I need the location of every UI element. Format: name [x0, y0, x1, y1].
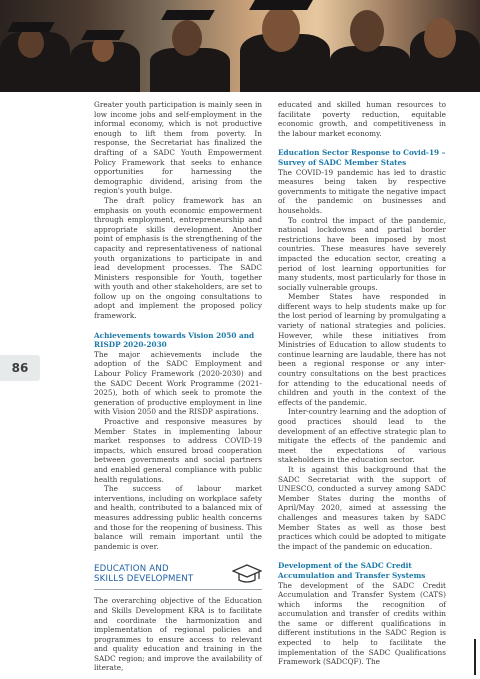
paragraph: educated and skilled human resources to facilitate poverty reduction, equitable economic growth, and competitiveness in the labour market economy. [278, 100, 446, 138]
paragraph: Proactive and responsive measures by Member States in implementing labour market responses to address COVID-19 impacts, which ensured broad cooperation between governments and social partners and enabled general compliance with public health regulations. [94, 417, 262, 484]
graduation-cap-shape [7, 22, 55, 32]
page-number: 86 [11, 361, 29, 375]
paragraph: The development of the SADC Credit Accumulation and Transfer System (CATS) which informs the recognition of accumulation and transfer of credits within the same or different qualifications in different institutions in the SADC Region is expected to help to facilitate the implementation of the SADC Qualifications Framework (SADCQF). The [278, 580, 446, 667]
right-column [278, 100, 446, 667]
graduation-cap-shape [81, 30, 125, 40]
section-title-education [94, 563, 262, 590]
subheading-cats: Development of the SADC Credit Accumulation and Transfer Systems [278, 561, 426, 580]
paragraph: The major achievements include the adoption of the SADC Employment and Labour Policy Framework (2020-2030) and the SADC Decent Work Programme (2021-2025), both of which seek to promote the generation of productive employment in line with Vision 2050 and the RISDP aspirations. [94, 349, 262, 417]
page-number-tab [0, 355, 40, 381]
header-photo [0, 0, 480, 92]
left-column [94, 100, 262, 673]
graduation-cap-shape [161, 10, 215, 20]
subheading-covid-response: Education Sector Response to Covid-19 – Survey of SADC Member States [278, 148, 446, 167]
graduate-face [350, 10, 384, 52]
section-title-text: EDUCATION AND SKILLS DEVELOPMENT [94, 563, 194, 585]
paragraph: Inter-country learning and the adoption of good practices should lead to the development of an effective strategic plan to mitigate the effects of the pandemic and meet the expectations of various stakeholders in the education sector. [278, 407, 446, 465]
graduate-face [18, 28, 44, 58]
graduation-cap-icon [232, 563, 262, 585]
graduate-silhouette [330, 46, 410, 92]
graduate-face [262, 6, 300, 52]
paragraph: Greater youth participation is mainly seen in low income jobs and self-employment in the informal economy, which is not productive enough to lift them from poverty. In response, the Secretariat has finalized the drafting of a SADC Youth Empowerment Policy Framework that seeks to enhance opportunities for harnessing the demographic dividend, arising from the region's youth bulge. [94, 100, 262, 196]
paragraph: To control the impact of the pandemic, national lockdowns and partial border restrictions have been imposed by most countries. These measures have severely impacted the education sector, creating a period of lost learning opportunities for many students, most particularly for those in socially vulnerable groups. [278, 215, 446, 292]
paragraph: It is against this background that the SADC Secretariat with the support of UNESCO, conducted a survey among SADC Member States during the months of April/May 2020, aimed at assessing the challenges and measures taken by SADC Member States as well as those best practices which could be adopted to mitigate the impact of the pandemic on education. [278, 464, 446, 551]
paragraph: The overarching objective of the Education and Skills Development KRA is to facilitate and coordinate the harmonization and implementation of regional policies and programmes to ensure access to relevant and quality education and training in the SADC region; and improve the availability of literate, [94, 596, 262, 673]
scroll-indicator[interactable] [474, 639, 476, 675]
graduation-cap-shape [249, 0, 313, 10]
graduate-face [172, 20, 202, 56]
paragraph: The success of labour market interventions, including on workplace safety and health, contributed to a balanced mix of measures addressing public health concerns and those for the reopening of business. This balance will remain important until the pandemic is over. [94, 484, 262, 551]
paragraph: The COVID-19 pandemic has led to drastic measures being taken by respective governments to mitigate the negative impact of the pandemic on businesses and households. [278, 167, 446, 215]
graduate-face [424, 18, 456, 58]
paragraph: Member States have responded in different ways to help students make up for the lost period of learning by promulgating a variety of national strategies and policies. However, while these initiatives from Ministries of Education to allow students to continue learning are laudable, there has not been a regional response or any inter-country consultations on the best practices for attending to the educational needs of children and youth in the context of the effects of the pandemic. [278, 292, 446, 407]
subheading-achievements: Achievements towards Vision 2050 and RISDP 2020-2030 [94, 330, 255, 350]
paragraph: The draft policy framework has an emphasis on youth economic empowerment through employment, entrepreneurship and appropriate skills development. Another point of emphasis is the strengthening of the capacity and representativeness of national youth organizations to participate in and lead development processes. The SADC Ministers responsible for Youth, together with youth and other stakeholders, are set to follow up on the ongoing consultations to adopt and implement the proposed policy framework. [94, 195, 262, 321]
